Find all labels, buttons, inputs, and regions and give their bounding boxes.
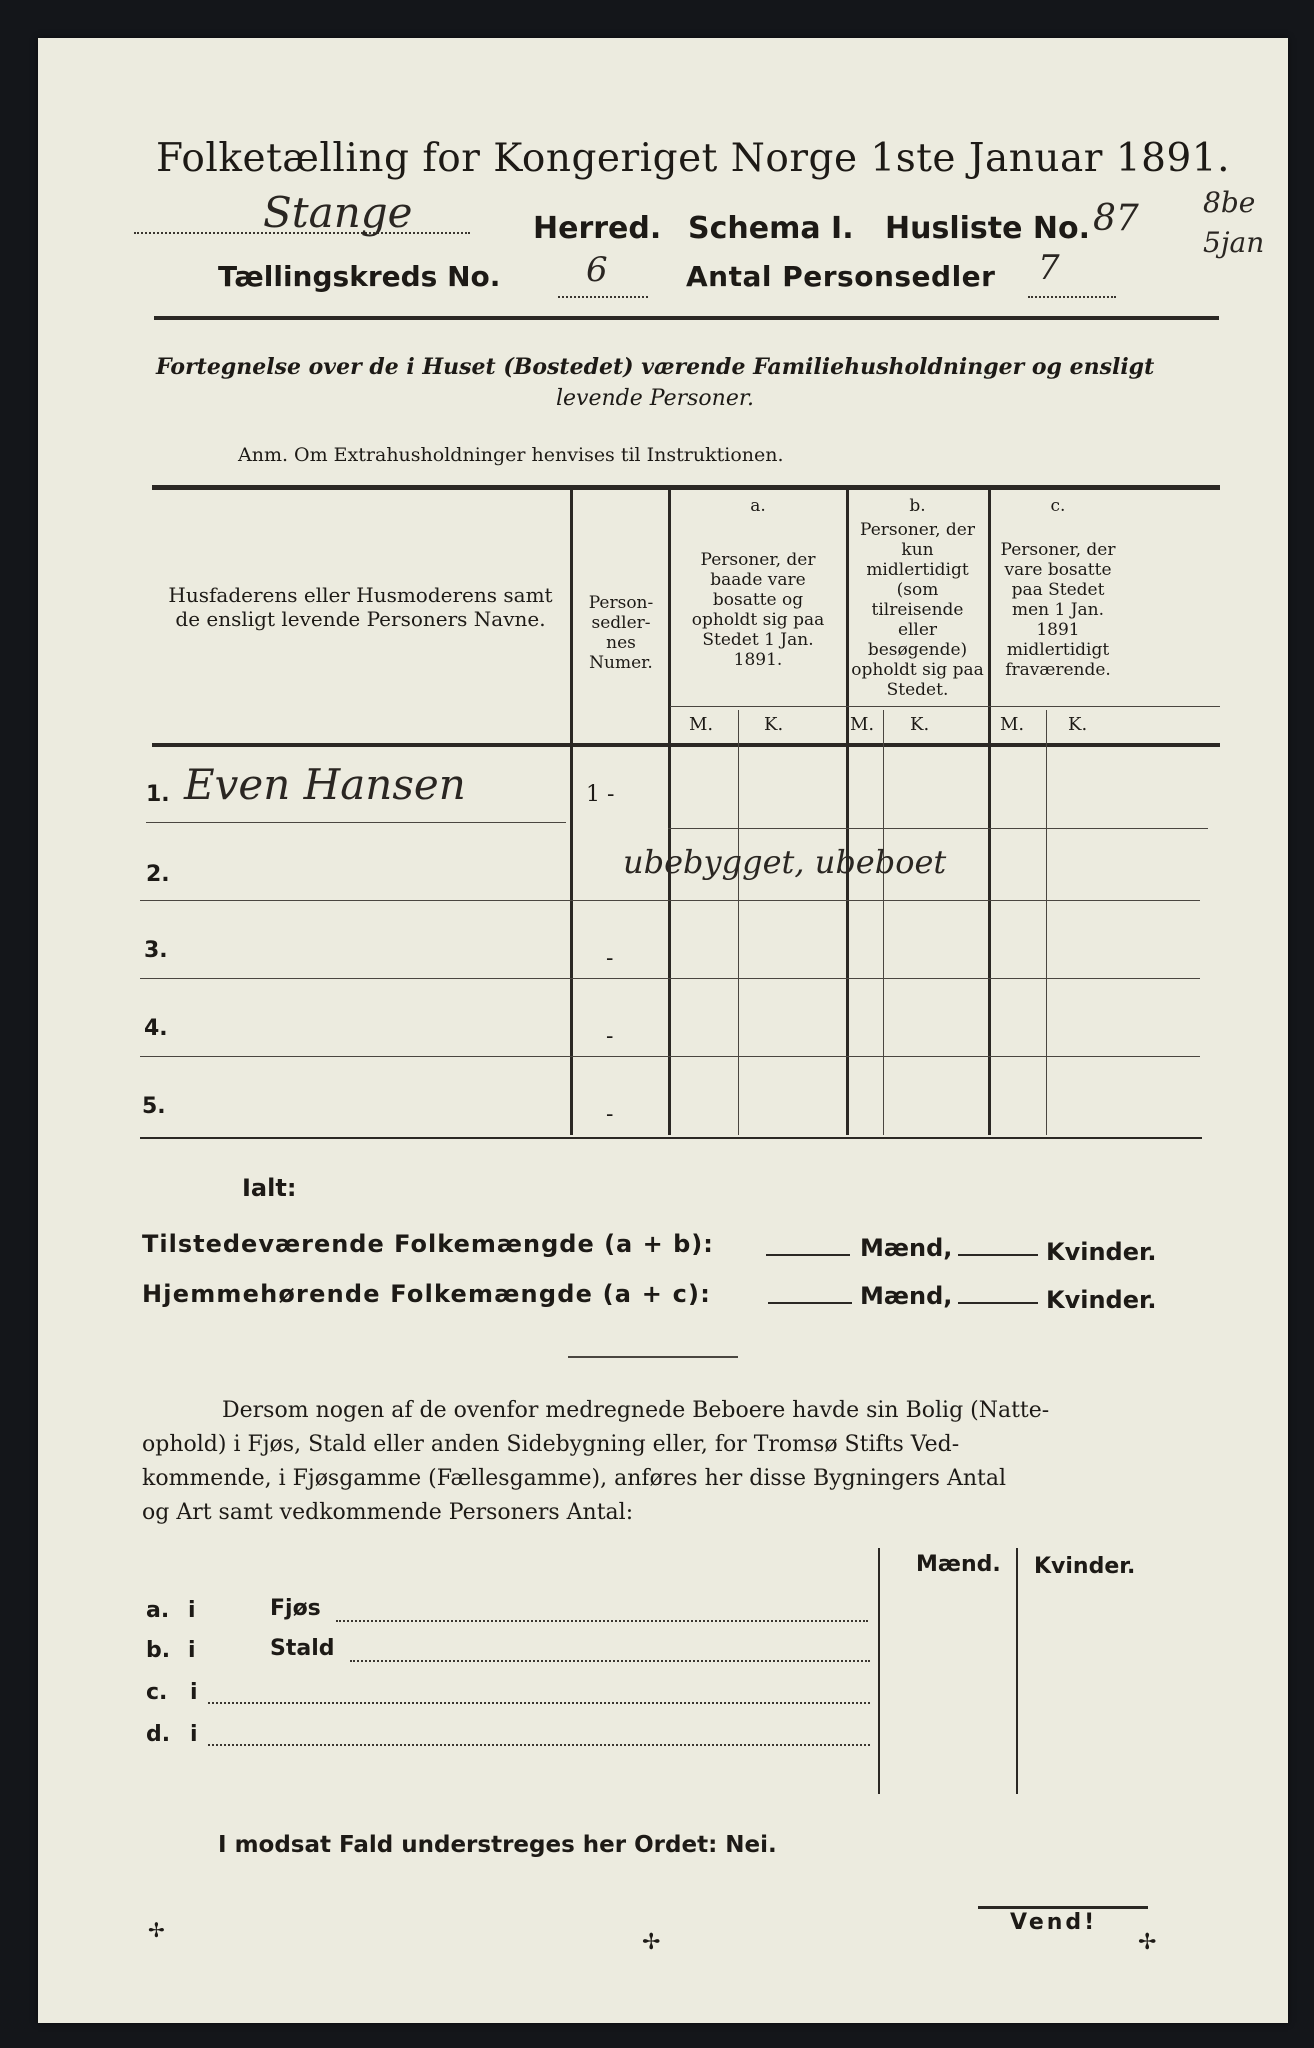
item-i: i [188, 1638, 196, 1663]
schema-label: Schema I. [688, 211, 854, 246]
table-header-bottom-rule [152, 743, 1220, 747]
tilstede-maend-blank [766, 1254, 850, 1256]
row-number: 2. [146, 862, 170, 887]
hjemme-kvinder-blank [958, 1302, 1038, 1304]
ialt-label: Ialt: [242, 1174, 297, 1202]
herred-label: Herred. [533, 211, 662, 246]
col-c-k: K. [1068, 714, 1088, 735]
vend-label: Vend! [1010, 1910, 1098, 1935]
outbuilding-para-4: og Art samt vedkommende Personers Antal: [142, 1500, 634, 1525]
kreds-dotted-line [558, 296, 648, 298]
col-numer-header: Person-sedler-nes Numer. [588, 593, 654, 673]
header-rule [154, 316, 1219, 320]
col-c-m: M. [1000, 714, 1025, 735]
row-rule-4 [140, 1056, 1200, 1057]
outbuilding-vline-2 [1016, 1548, 1018, 1794]
item-label: Fjøs [270, 1596, 321, 1621]
right-mark-icon: ✢ [1138, 1930, 1157, 1955]
col-b-k: K. [910, 714, 930, 735]
hjemme-maend: Mænd, [860, 1282, 953, 1310]
intro-line-2: levende Personer. [556, 386, 754, 411]
vline-4 [988, 487, 991, 1135]
row-rule-3 [140, 978, 1200, 979]
center-mark-icon: ✢ [642, 1930, 661, 1955]
col-a-k: K. [764, 714, 784, 735]
row-numer: - [606, 946, 614, 971]
item-dotted-line [336, 1620, 868, 1622]
intro-line-1: Fortegnelse over de i Huset (Bostedet) værende Familiehusholdninger og ensligt [156, 354, 1155, 380]
tilstede-label: Tilstedeværende Folkemængde (a + b): [142, 1230, 714, 1258]
row-numer: - [606, 1024, 614, 1049]
row-number: 4. [144, 1016, 168, 1041]
item-i: i [188, 1598, 196, 1623]
row-number: 3. [144, 938, 168, 963]
col-a-header: Personer, der baade vare bosatte og opholdt sig paa Stedet 1 Jan. 1891. [691, 550, 825, 670]
tilstede-maend: Mænd, [860, 1234, 953, 1262]
antal-handwritten: 7 [1038, 248, 1060, 288]
vline-c-mk [1046, 710, 1047, 1135]
hjemme-maend-blank [768, 1302, 852, 1304]
vline-a-mk [738, 710, 739, 1135]
col-a-m: M. [689, 714, 714, 735]
col-a-letter: a. [750, 496, 766, 516]
row-numer: 1 - [586, 782, 615, 807]
item-dotted-line [208, 1702, 870, 1704]
col-b-m: M. [850, 714, 875, 735]
table-top-rule [152, 485, 1220, 490]
item-letter: d. [146, 1722, 171, 1747]
vline-2 [668, 487, 671, 1135]
row-rule-2 [140, 900, 1200, 901]
husliste-handwritten: 87 [1093, 198, 1139, 239]
item-letter: a. [146, 1598, 170, 1623]
item-i: i [190, 1722, 198, 1747]
kreds-handwritten: 6 [586, 250, 608, 290]
outbuilding-para-2: ophold) i Fjøs, Stald eller anden Sidebygning eller, for Tromsø Stifts Ved- [142, 1432, 960, 1457]
outbuilding-kvinder-head: Kvinder. [1034, 1554, 1136, 1579]
vend-rule [978, 1906, 1148, 1909]
item-letter: b. [146, 1638, 171, 1663]
outbuilding-maend-head: Mænd. [916, 1552, 1001, 1577]
hjemme-kvinder: Kvinder. [1046, 1286, 1157, 1314]
item-dotted-line [350, 1660, 870, 1662]
vline-1 [570, 487, 573, 1135]
col-names-header: Husfaderens eller Husmoderens samt de ensligt levende Personers Navne. [168, 583, 553, 631]
margin-note: 8be 5jan [1203, 186, 1265, 259]
tilstede-kvinder: Kvinder. [1046, 1238, 1157, 1266]
outbuilding-vline-1 [878, 1548, 880, 1794]
row-number: 1. [146, 782, 170, 807]
row-rule-1b [668, 828, 1208, 829]
tilstede-kvinder-blank [958, 1254, 1038, 1256]
hjemme-label: Hjemmehørende Folkemængde (a + c): [142, 1280, 712, 1308]
census-form-page [38, 38, 1288, 2023]
item-letter: c. [146, 1680, 168, 1705]
vline-b-mk [883, 710, 884, 1135]
antal-dotted-line [1028, 296, 1116, 298]
herred-handwritten: Stange [263, 188, 413, 237]
kreds-label: Tællingskreds No. [218, 260, 501, 293]
row-number: 5. [142, 1094, 166, 1119]
row-name: Even Hansen [184, 760, 466, 809]
item-label: Stald [270, 1636, 335, 1661]
anm-note: Anm. Om Extrahusholdninger henvises til Instruktionen. [238, 444, 784, 466]
outbuilding-para-3: kommende, i Fjøsgamme (Fællesgamme), anføres her disse Bygningers Antal [142, 1466, 1006, 1491]
husliste-label: Husliste No. [885, 211, 1090, 246]
row-rule-1 [146, 822, 566, 823]
col-b-letter: b. [909, 496, 926, 516]
vline-3 [846, 487, 849, 1135]
col-b-header: Personer, der kun midlertidigt (som tilreisende eller besøgende) opholdt sig paa Stedet. [851, 520, 984, 700]
outbuilding-para-1: Dersom nogen af de ovenfor medregnede Beboere havde sin Bolig (Natte- [222, 1398, 1050, 1423]
section-divider [568, 1356, 738, 1358]
form-title: Folketælling for Kongeriget Norge 1ste Januar 1891. [156, 136, 1230, 181]
row-note: ubebygget, ubeboet [623, 843, 947, 881]
table-bottom-rule [140, 1137, 1202, 1139]
mk-rule [670, 706, 1220, 707]
footer-note: I modsat Fald understreges her Ordet: Nei. [218, 1832, 777, 1858]
corner-mark-icon: ✢ [148, 1918, 165, 1942]
col-c-letter: c. [1050, 496, 1066, 516]
item-i: i [190, 1680, 198, 1705]
row-numer: - [606, 1102, 614, 1127]
antal-label: Antal Personsedler [686, 260, 996, 293]
item-dotted-line [208, 1744, 870, 1746]
col-c-header: Personer, der vare bosatte paa Stedet men 1 Jan. 1891 midlertidigt fraværende. [1000, 540, 1116, 680]
